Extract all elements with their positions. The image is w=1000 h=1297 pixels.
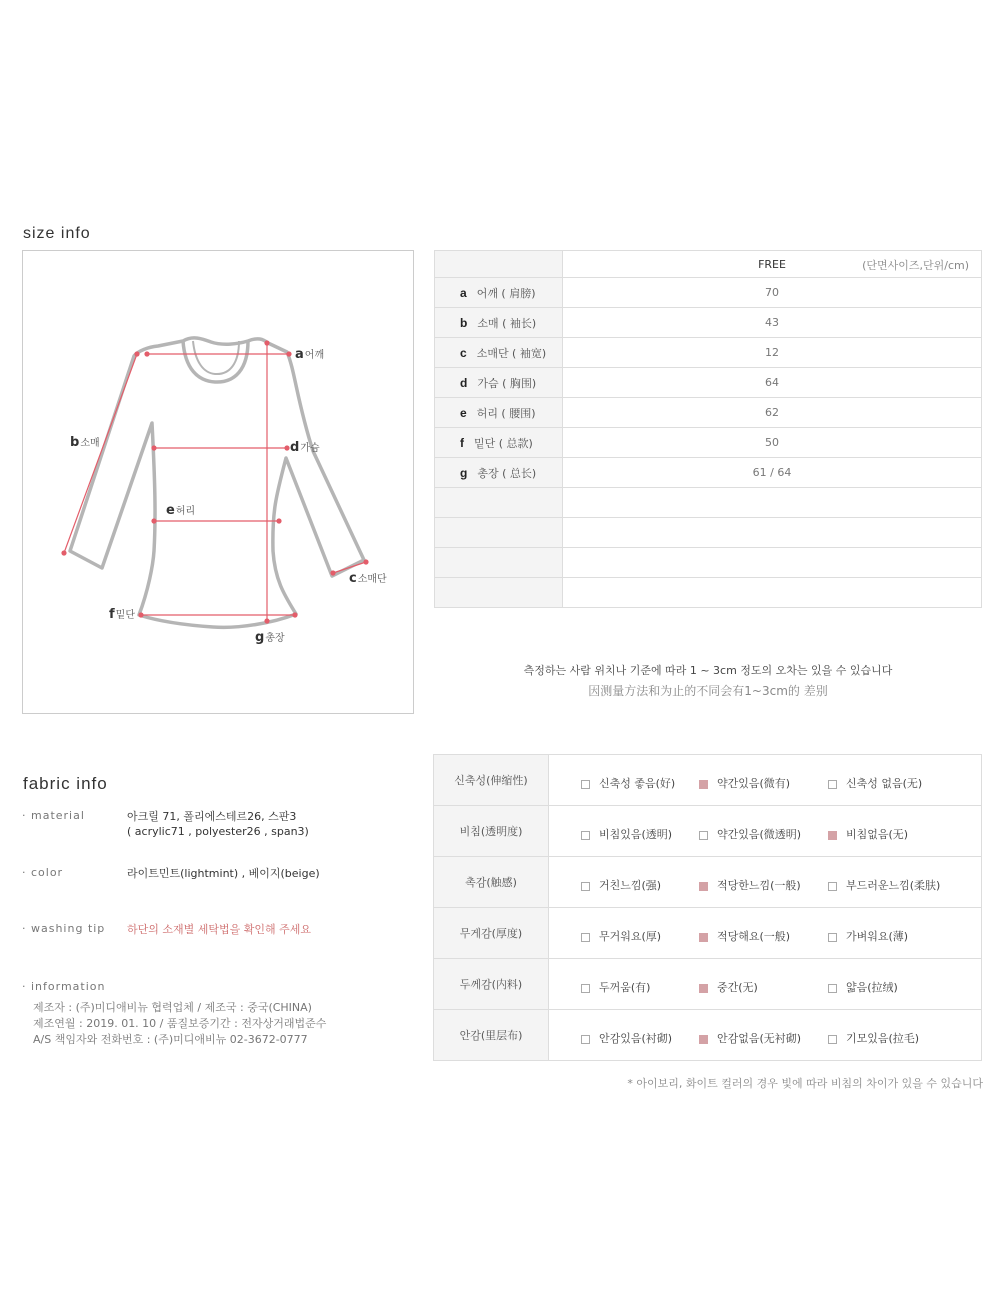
- property-label: 두께감(内料): [434, 959, 549, 1010]
- size-info-title: size info: [23, 225, 91, 242]
- material-value: 아크릴 71, 폴리에스테르26, 스판3 ( acrylic71 , polyester26 , span3): [127, 810, 309, 838]
- checked-box-icon[interactable]: [699, 984, 708, 993]
- property-option[interactable]: [828, 1030, 919, 1046]
- size-header-free: FREE (단면사이즈,단위/cm): [563, 251, 982, 278]
- table-row: [434, 755, 982, 806]
- property-option[interactable]: [828, 979, 898, 995]
- table-row: [434, 908, 982, 959]
- row-label: a 어깨 ( 肩膀): [435, 278, 563, 308]
- color-key: · color: [22, 866, 64, 879]
- label-d-chest: d가슴: [290, 440, 320, 455]
- property-options: [549, 908, 982, 959]
- size-table: [434, 250, 982, 608]
- size-table-header: [435, 251, 982, 278]
- table-row: [434, 1010, 982, 1061]
- measure-note-kr: 측정하는 사람 위치나 기준에 따라 1 ~ 3cm 정도의 오차는 있을 수 있습니다: [523, 664, 893, 677]
- table-row: [435, 428, 982, 458]
- property-options: [549, 1010, 982, 1061]
- garment-diagram: [22, 250, 414, 714]
- material-key: · material: [22, 809, 85, 822]
- fabric-property-table: [433, 754, 982, 1061]
- property-label: 비침(透明度): [434, 806, 549, 857]
- property-options: [549, 806, 982, 857]
- size-table-corner: [435, 251, 563, 278]
- property-option[interactable]: [699, 928, 790, 944]
- property-option[interactable]: [828, 826, 908, 842]
- row-label: e 허리 ( 腰围): [435, 398, 563, 428]
- table-row-empty: [435, 518, 982, 548]
- option-label: 안감없음(无衬砌): [717, 1032, 802, 1045]
- table-row-empty: [435, 578, 982, 608]
- row-value: 62: [563, 398, 982, 428]
- checked-box-icon[interactable]: [699, 933, 708, 942]
- property-option[interactable]: [581, 775, 675, 791]
- label-b-sleeve: b소매: [70, 435, 100, 450]
- option-label: 약간있음(微透明): [717, 828, 802, 841]
- row-value: 12: [563, 338, 982, 368]
- row-label: f 밑단 ( 总款): [435, 428, 563, 458]
- unit-note: (단면사이즈,단위/cm): [862, 259, 969, 272]
- option-label: 비침없음(无): [846, 828, 909, 841]
- row-label: b 소매 ( 袖长): [435, 308, 563, 338]
- row-value: 43: [563, 308, 982, 338]
- property-options: [549, 857, 982, 908]
- table-row-empty: [435, 548, 982, 578]
- unchecked-box-icon[interactable]: [581, 882, 590, 891]
- property-label: 신축성(伸缩性): [434, 755, 549, 806]
- label-e-waist: e허리: [166, 503, 196, 518]
- unchecked-box-icon[interactable]: [581, 780, 590, 789]
- property-option[interactable]: [581, 928, 661, 944]
- garment-outline: [70, 338, 364, 627]
- option-label: 얇음(拉绒): [846, 981, 898, 994]
- label-c-cuff: c소매단: [349, 571, 387, 586]
- unchecked-box-icon[interactable]: [828, 882, 837, 891]
- row-value: 70: [563, 278, 982, 308]
- color-value: 라이트민트(lightmint) , 베이지(beige): [127, 867, 320, 880]
- row-value: 61 / 64: [563, 458, 982, 488]
- property-option[interactable]: [699, 826, 801, 842]
- unchecked-box-icon[interactable]: [581, 831, 590, 840]
- property-options: [549, 755, 982, 806]
- table-row: [435, 338, 982, 368]
- label-f-hem: f밑단: [109, 607, 135, 622]
- info-line: 제조자 : (주)미디애비뉴 협력업체 / 제조국 : 중국(CHINA): [33, 1001, 312, 1014]
- option-label: 비침있음(透明): [599, 828, 673, 841]
- washing-value: 하단의 소재별 세탁법을 확인해 주세요: [127, 923, 312, 936]
- label-a-shoulder: a어깨: [295, 347, 325, 362]
- property-label: 촉감(触感): [434, 857, 549, 908]
- property-option[interactable]: [581, 877, 661, 893]
- information-lines: [33, 1000, 326, 1048]
- row-value: 64: [563, 368, 982, 398]
- option-label: 약간있음(微有): [717, 777, 791, 790]
- table-row: [434, 959, 982, 1010]
- row-label: d 가슴 ( 胸围): [435, 368, 563, 398]
- option-label: 기모있음(拉毛): [846, 1032, 920, 1045]
- option-label: 거친느낌(强): [599, 879, 662, 892]
- info-line: A/S 책임자와 전화번호 : (주)미디애비뉴 02-3672-0777: [33, 1033, 308, 1046]
- washing-key: · washing tip: [22, 922, 106, 935]
- unchecked-box-icon[interactable]: [699, 831, 708, 840]
- table-row: [435, 458, 982, 488]
- measure-note-cn: 因测量方法和为止的不同会有1~3cm的 差别: [588, 684, 828, 698]
- property-label: 무게감(厚度): [434, 908, 549, 959]
- row-value: 50: [563, 428, 982, 458]
- checked-box-icon[interactable]: [828, 831, 837, 840]
- property-option[interactable]: [699, 775, 790, 791]
- checked-box-icon[interactable]: [699, 780, 708, 789]
- table-row: [435, 368, 982, 398]
- checked-box-icon[interactable]: [699, 1035, 708, 1044]
- option-label: 적당한느낌(一般): [717, 879, 801, 892]
- option-label: 적당해요(一般): [717, 930, 791, 943]
- table-row: [434, 806, 982, 857]
- unchecked-box-icon[interactable]: [828, 780, 837, 789]
- label-g-length: g총장: [255, 630, 285, 645]
- property-option[interactable]: [828, 877, 940, 893]
- property-option[interactable]: [581, 1030, 672, 1046]
- option-label: 두꺼움(有): [599, 981, 651, 994]
- row-label: g 총장 ( 总长): [435, 458, 563, 488]
- property-option[interactable]: [581, 826, 672, 842]
- unchecked-box-icon[interactable]: [828, 1035, 837, 1044]
- property-option[interactable]: [828, 928, 908, 944]
- option-label: 부드러운느낌(柔肤): [846, 879, 941, 892]
- unchecked-box-icon[interactable]: [828, 984, 837, 993]
- table-row: [435, 278, 982, 308]
- property-option[interactable]: [828, 775, 922, 791]
- table-row: [435, 398, 982, 428]
- option-label: 신축성 좋음(好): [599, 777, 676, 790]
- sweater-illustration: [23, 251, 415, 715]
- property-label: 안감(里层布): [434, 1010, 549, 1061]
- table-row-empty: [435, 488, 982, 518]
- information-key: · information: [22, 980, 106, 993]
- option-label: 신축성 없음(无): [846, 777, 923, 790]
- option-label: 중간(无): [717, 981, 758, 994]
- checked-box-icon[interactable]: [699, 882, 708, 891]
- property-option[interactable]: [581, 979, 650, 995]
- unchecked-box-icon[interactable]: [581, 984, 590, 993]
- property-option[interactable]: [699, 979, 758, 995]
- unchecked-box-icon[interactable]: [581, 933, 590, 942]
- property-option[interactable]: [699, 1030, 801, 1046]
- table-row: [434, 857, 982, 908]
- option-label: 무거워요(厚): [599, 930, 662, 943]
- fabric-footnote: * 아이보리, 화이트 컬러의 경우 빛에 따라 비침의 차이가 있을 수 있습니다: [627, 1077, 983, 1090]
- row-label: c 소매단 ( 袖宽): [435, 338, 563, 368]
- table-row: [435, 308, 982, 338]
- unchecked-box-icon[interactable]: [581, 1035, 590, 1044]
- property-option[interactable]: [699, 877, 801, 893]
- option-label: 안감있음(衬砌): [599, 1032, 673, 1045]
- option-label: 가벼워요(薄): [846, 930, 909, 943]
- property-options: [549, 959, 982, 1010]
- info-line: 제조연월 : 2019. 01. 10 / 품질보증기간 : 전자상거래법준수: [33, 1017, 327, 1030]
- unchecked-box-icon[interactable]: [828, 933, 837, 942]
- fabric-info-title: fabric info: [23, 774, 108, 793]
